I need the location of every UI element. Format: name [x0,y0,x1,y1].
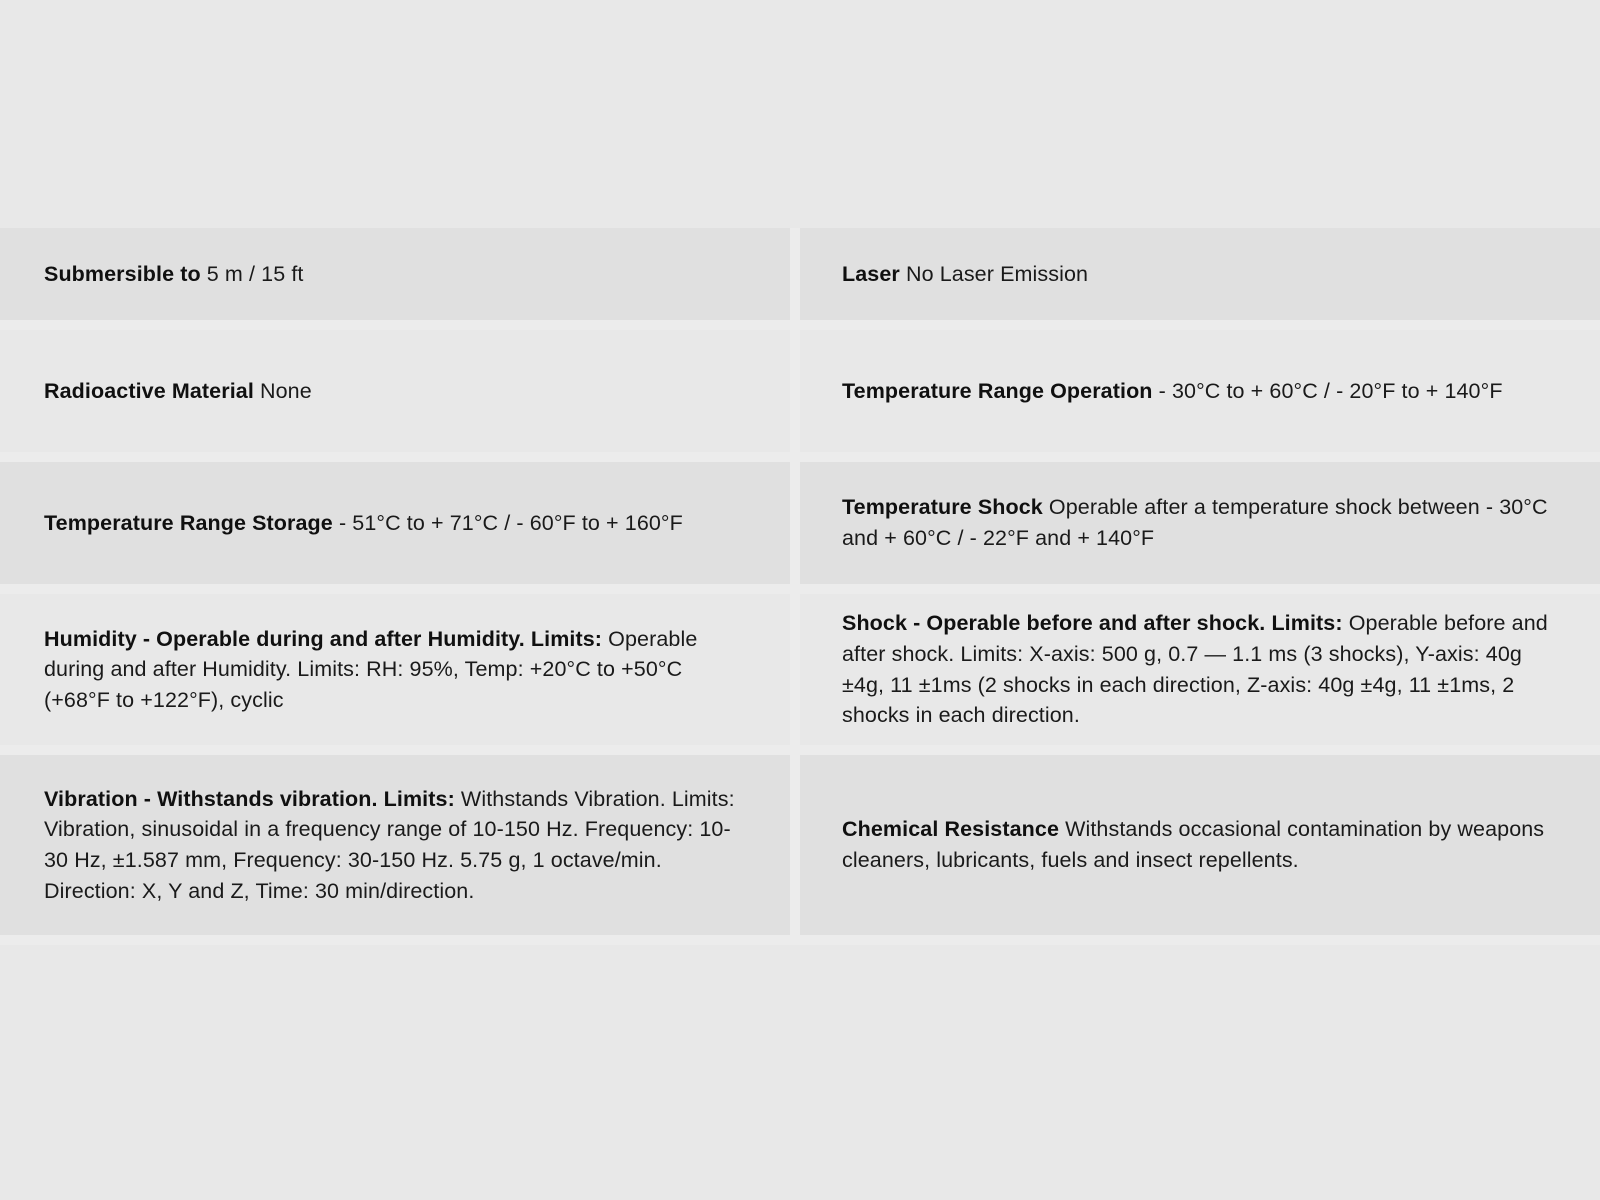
spec-text [842,492,1556,553]
spec-value: No Laser Emission [905,261,1089,286]
spec-label: Humidity - Operable during and after Humidity. Limits: [44,626,603,651]
spec-text [44,259,304,290]
spec-cell-temperature-range-operation [800,330,1600,462]
spec-text [44,784,746,906]
spec-value: None [260,378,312,403]
spec-value: Operable during and after Humidity. Limits: RH: 95%, Temp: +20°C to +50°C (+68°F to +122°F), cyclic [44,626,698,712]
spec-value: - 30°C to + 60°C / - 20°F to + 140°F [1158,378,1503,403]
spec-text [842,259,1088,290]
spec-label: Submersible to [44,261,201,286]
spec-value: Operable after a temperature shock between - 30°C and + 60°C / - 22°F and + 140°F [842,495,1548,550]
spec-cell-chemical-resistance [800,755,1600,945]
spec-label: Radioactive Material [44,378,254,403]
spec-label: Shock - Operable before and after shock. Limits: [842,611,1343,636]
spec-label: Laser [842,261,900,286]
spec-cell-laser [800,228,1600,330]
spec-cell-radioactive-material [0,330,800,462]
spec-label: Vibration - Withstands vibration. Limits: [44,786,455,811]
spec-text [842,814,1556,875]
spec-label: Temperature Range Operation [842,378,1153,403]
spec-cell-temperature-shock [800,462,1600,594]
spec-cell-submersible-to [0,228,800,330]
spec-value: - 51°C to + 71°C / - 60°F to + 160°F [338,510,683,535]
spec-value: Operable before and after shock. Limits: X-axis: 500 g, 0.7 — 1.1 ms (3 shocks), Y-axis: 40g ±4g, 11 ±1ms (2 shocks in each direction, Z-axis: 40g ±4g, 11 ±1ms, 2 shocks in each direction. [842,611,1548,728]
spec-value: Withstands Vibration. Limits: Vibration, sinusoidal in a frequency range of 10-150 Hz. Frequency: 10-30 Hz, ±1.587 mm, Frequency: 30-150 Hz. 5.75 g, 1 octave/min. Direction: X, Y and Z, Time: 30 min/direction. [44,786,735,903]
spec-text [44,508,683,539]
spec-cell-humidity [0,594,800,755]
spec-label: Temperature Shock [842,495,1043,520]
spec-value: Withstands occasional contamination by weapons cleaners, lubricants, fuels and insect repellents. [842,817,1545,872]
spec-text [842,608,1556,730]
specification-grid [0,228,1600,945]
spec-label: Chemical Resistance [842,817,1060,842]
spec-cell-shock [800,594,1600,755]
spec-text [44,624,746,716]
spec-text [44,376,312,407]
spec-cell-temperature-range-storage [0,462,800,594]
spec-label: Temperature Range Storage [44,510,333,535]
spec-value: 5 m / 15 ft [206,261,304,286]
spec-cell-vibration [0,755,800,945]
spec-text [842,376,1503,407]
